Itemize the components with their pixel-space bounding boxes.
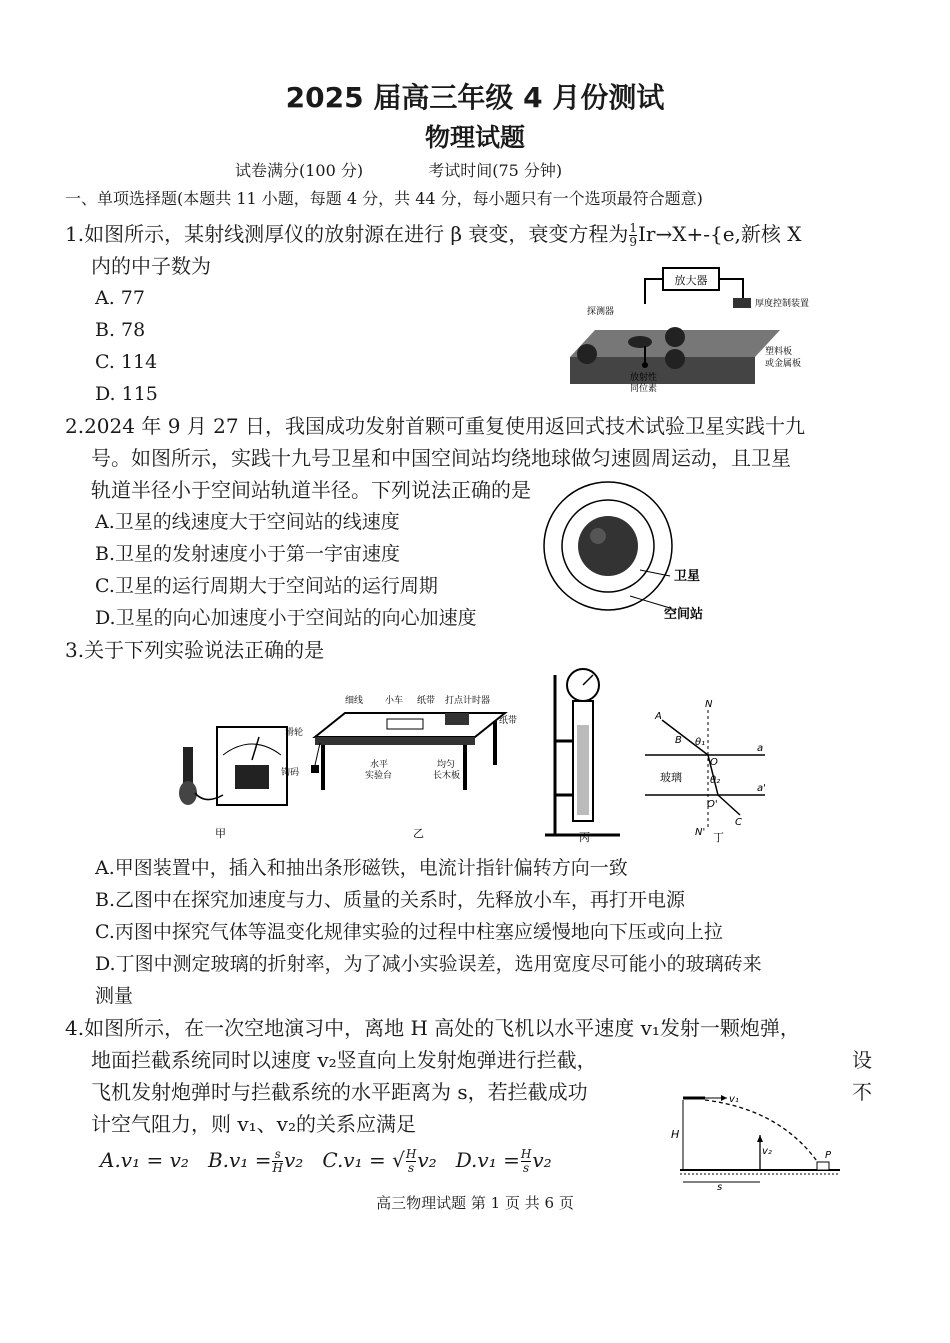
q3-experiments-figure (165, 665, 765, 845)
svg-text:a': a' (757, 783, 766, 794)
svg-text:探测器: 探测器 (587, 307, 615, 317)
q4-option-d[interactable]: D.v₁ = $\frac{H}{s}$ v₂ (455, 1147, 552, 1175)
svg-text:纸带: 纸带 (417, 696, 436, 706)
svg-text:v₁: v₁ (729, 1094, 739, 1105)
svg-text:卫星: 卫星 (674, 569, 701, 584)
svg-text:细线: 细线 (345, 696, 364, 706)
q4-option-a[interactable]: A.v₁ = v₂ (100, 1148, 189, 1172)
svg-text:乙: 乙 (413, 827, 424, 840)
svg-text:滑轮: 滑轮 (285, 728, 304, 738)
q2-stem-line2: 号。如图所示，实践十九号卫星和中国空间站均绕地球做匀速圆周运动，且卫星 (91, 446, 791, 470)
q2-option-d[interactable]: D.卫星的向心加速度小于空间站的向心加速度 (95, 607, 477, 629)
q1-nuclide-fraction: $\frac{1}{9}$ (629, 221, 637, 249)
q4-option-b[interactable]: B.v₁ = $\frac{s}{H}$ v₂ (207, 1147, 304, 1175)
q3-option-d-cont: 测量 (95, 985, 134, 1007)
q4-interception-figure (665, 1090, 845, 1193)
fig-yi (281, 694, 517, 840)
q1-option-a[interactable]: A. 77 (95, 287, 145, 309)
q3-option-c[interactable]: C.丙图中探究气体等温变化规律实验的过程中柱塞应缓慢地向下压或向上拉 (95, 921, 723, 943)
q2-option-a[interactable]: A.卫星的线速度大于空间站的线速度 (95, 511, 400, 533)
svg-text:θ₂: θ₂ (710, 775, 721, 786)
q4-stem-line3: 飞机发射炮弹时与拦截系统的水平距离为 s，若拦截成功 (91, 1080, 588, 1104)
q4-stem-line1: 4.如图所示，在一次空地演习中，离地 H 高处的飞机以水平速度 v₁发射一颗炮弹， (65, 1016, 800, 1040)
svg-text:放大器: 放大器 (674, 274, 708, 287)
exam-meta (235, 158, 622, 181)
svg-text:丙: 丙 (579, 831, 590, 844)
svg-text:O': O' (707, 799, 718, 810)
q1-stem-line2: 内的中子数为 (91, 254, 211, 278)
svg-text:H: H (671, 1128, 680, 1141)
svg-text:打点计时器: 打点计时器 (445, 696, 491, 706)
q1-stem-line1: 1.如图所示，某射线测厚仪的放射源在进行 β 衰变，衰变方程为 $\frac{1}{9}$ Ir→X+-{e,新核 X (65, 221, 802, 249)
q4-stem-line2: 地面拦截系统同时以速度 v₂竖直向上发射炮弹进行拦截， (91, 1048, 597, 1072)
svg-text:丁: 丁 (713, 831, 724, 844)
section-heading: 一、单项选择题(本题共 11 小题，每题 4 分，共 44 分，每小题只有一个选项最符合题意) (65, 189, 703, 208)
q2-orbit-figure (540, 488, 740, 623)
svg-text:B: B (675, 735, 682, 746)
q3-option-b[interactable]: B.乙图中在探究加速度与力、质量的关系时，先释放小车，再打开电源 (95, 889, 686, 911)
svg-text:长木板: 长木板 (433, 771, 461, 781)
svg-text:实验台: 实验台 (365, 771, 393, 781)
svg-text:A: A (655, 711, 662, 722)
svg-text:v₂: v₂ (762, 1146, 772, 1157)
subject-title: 物理试题 (424, 123, 525, 152)
svg-text:空间站: 空间站 (664, 607, 704, 622)
fig-jia (179, 727, 287, 840)
q3-stem: 3.关于下列实验说法正确的是 (65, 638, 325, 662)
svg-text:C: C (735, 817, 742, 828)
svg-text:同位素: 同位素 (630, 384, 658, 394)
q1-thickness-gauge-figure (565, 262, 815, 392)
svg-text:a: a (757, 743, 764, 754)
q2-stem-line1: 2.2024 年 9 月 27 日，我国成功发射首颗可重复使用返回式技术试验卫星实践十九 (65, 414, 805, 438)
svg-text:甲: 甲 (215, 827, 226, 840)
earth-icon (578, 516, 638, 576)
q3-option-a[interactable]: A.甲图装置中，插入和抽出条形磁铁，电流计指针偏转方向一致 (95, 857, 628, 879)
q2-stem-line3: 轨道半径小于空间站轨道半径。下列说法正确的是 (91, 478, 531, 502)
svg-text:O: O (710, 757, 718, 768)
svg-text:小车: 小车 (385, 696, 404, 706)
svg-text:均匀: 均匀 (437, 760, 456, 770)
fig-ding (645, 699, 766, 844)
q3-option-d[interactable]: D.丁图中测定玻璃的折射率，为了减小实验误差，选用宽度尽可能小的玻璃砖来 (95, 953, 762, 975)
svg-text:或金属板: 或金属板 (765, 359, 802, 369)
svg-text:s: s (717, 1182, 723, 1193)
svg-text:纸带: 纸带 (499, 716, 518, 726)
q4-stem-line4: 计空气阻力，则 v₁、v₂的关系应满足 (91, 1112, 416, 1136)
q4-stem-line3-end: 不 (852, 1080, 872, 1104)
q2-option-c[interactable]: C.卫星的运行周期大于空间站的运行周期 (95, 575, 438, 597)
svg-text:塑料板: 塑料板 (765, 347, 793, 357)
svg-text:水平: 水平 (370, 760, 389, 770)
svg-text:N': N' (695, 827, 706, 838)
q4-stem-line2-end: 设 (852, 1048, 872, 1072)
svg-text:钩码: 钩码 (281, 768, 300, 778)
q1-option-c[interactable]: C. 114 (95, 351, 158, 373)
q4-options (100, 1148, 552, 1175)
fig-bing (545, 669, 620, 844)
exam-title: 2025 届高三年级 4 月份测试 (285, 81, 665, 114)
q2-option-b[interactable]: B.卫星的发射速度小于第一宇宙速度 (95, 543, 401, 565)
svg-text:厚度控制装置: 厚度控制装置 (755, 299, 810, 309)
full-score: 试卷满分(100 分) (235, 161, 364, 180)
q1-option-d[interactable]: D. 115 (95, 383, 158, 405)
q1-option-b[interactable]: B. 78 (95, 319, 146, 341)
svg-text:θ₁: θ₁ (695, 737, 706, 748)
page-footer: 高三物理试题 第 1 页 共 6 页 (376, 1194, 574, 1212)
svg-text:N: N (705, 699, 713, 710)
exam-time: 考试时间(75 分钟) (428, 161, 563, 180)
svg-text:放射性: 放射性 (630, 373, 658, 383)
svg-text:玻璃: 玻璃 (660, 771, 682, 784)
q4-option-c[interactable]: C.v₁ = √ $\frac{H}{s}$ v₂ (322, 1147, 437, 1175)
svg-text:P: P (825, 1150, 832, 1161)
